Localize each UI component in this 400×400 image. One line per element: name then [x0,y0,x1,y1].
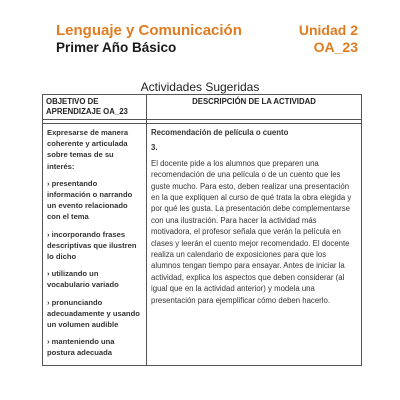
table-row [43,124,362,366]
activity-number: 3. [151,143,158,153]
objective-item: › presentando información o narrando un evento relacionado con el tema [47,178,133,222]
objective-intro: Expresarse de manera coherente y articulada sobre temas de su interés: [47,128,129,171]
header-left [56,22,242,56]
grade-title: Primer Año Básico [56,40,177,55]
header-right [299,22,358,56]
objective-item: › incorporando frases descriptivas que ilustren lo dicho [47,229,137,262]
subject-title: Lenguaje y Comunicación [56,22,242,39]
activity-body: El docente pide a los alumnos que preparen una recomendación de una película o de un cuento que les guste mucho. Para esto, deben realizar una presentación en la que expliquen al curso de qué trata la obra elegida y por qué les gusta. La presentación debe complementarse con una ilustración. Para hacer la actividad más motivadora, el profesor señala que verán la película en clases y leerán el cuento mejor recomendado. El docente realiza un calendario de exposiciones para que los alumnos tengan tiempo para ensayar. Antes de iniciar la actividad, explica los aspectos que deben considerar (al igual que en la actividad anterior) y modela una presentación para ejemplificar cómo deben hacerlo. [151,158,352,305]
objective-cell [43,124,147,366]
objective-item: › utilizando un vocabulario variado [47,269,119,290]
table-header-row [43,95,362,120]
oa-code: OA_23 [313,39,358,55]
objective-item: › pronunciando adecuadamente y usando un volumen audible [47,297,140,330]
activities-table [42,94,362,366]
unit-title: Unidad 2 [298,22,358,38]
activity-title: Recomendación de película o cuento [151,128,289,137]
description-cell [147,124,362,366]
objective-column-header: OBJETIVO DE APRENDIZAJE OA_23 [43,95,147,120]
description-column-header: DESCRIPCIÓN DE LA ACTIVIDAD [147,95,362,120]
objective-item: › manteniendo una postura adecuada [47,337,115,358]
section-title: Actividades Sugeridas [140,80,260,94]
